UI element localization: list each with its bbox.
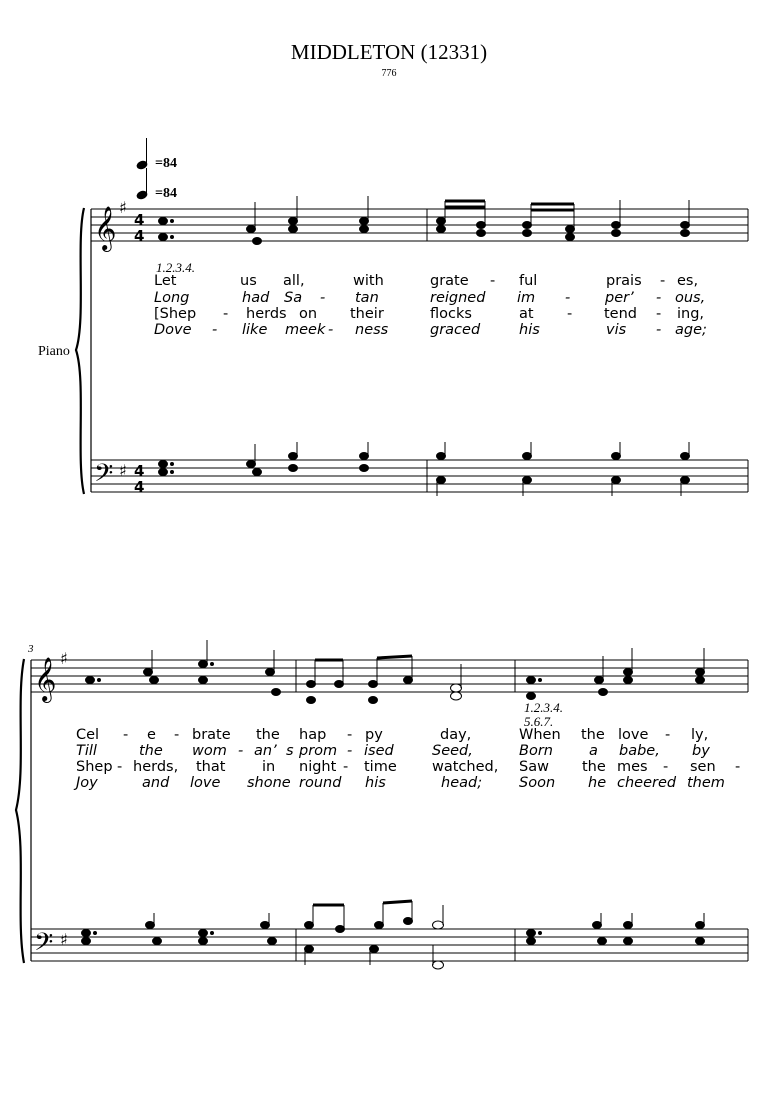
lyric-hyphen: - xyxy=(328,322,334,338)
lyric-syllable: s xyxy=(286,743,294,759)
lyric-syllable: them xyxy=(687,775,725,791)
lyric-syllable: herds, xyxy=(133,759,179,775)
lyric-syllable: prais xyxy=(606,273,642,289)
notes-treble-2 xyxy=(86,640,705,704)
lyric-syllable: the xyxy=(139,743,163,759)
lyric-syllable: ous, xyxy=(675,290,706,306)
lyric-syllable: at xyxy=(519,306,534,322)
sharp-icon: ♯ xyxy=(119,461,127,480)
lyric-hyphen: - xyxy=(735,759,741,775)
lyric-hyphen: - xyxy=(238,743,244,759)
time-signature-top: 4 xyxy=(134,211,145,229)
staff-bass-2 xyxy=(31,929,748,961)
tempo-value: 84 xyxy=(162,156,177,171)
lyric-syllable: vis xyxy=(606,322,627,338)
score-subtitle: 776 xyxy=(381,68,397,79)
lyric-syllable: Cel xyxy=(76,727,100,743)
lyric-syllable: im xyxy=(517,290,536,306)
lyric-hyphen: - xyxy=(347,743,353,759)
lyric-hyphen: - xyxy=(567,306,573,322)
lyric-syllable: prom xyxy=(299,743,338,759)
lyric-syllable: graced xyxy=(430,322,481,338)
lyric-syllable: on xyxy=(299,306,318,322)
lyric-hyphen: - xyxy=(174,727,180,743)
verse-numbers: 5.6.7. xyxy=(524,714,554,729)
lyric-hyphen: - xyxy=(663,759,669,775)
lyric-hyphen: - xyxy=(656,290,662,306)
lyric-syllable: and xyxy=(142,775,170,791)
staff-bass-1 xyxy=(91,460,748,492)
lyric-syllable: with xyxy=(353,273,384,289)
brace-icon xyxy=(16,659,24,963)
lyric-syllable: Sa xyxy=(284,290,303,306)
lyric-syllable: babe, xyxy=(619,743,660,759)
time-signature-bottom: 4 xyxy=(134,227,145,245)
notes-treble-1 xyxy=(159,196,690,245)
lyric-syllable: ness xyxy=(355,322,389,338)
notes-bass-2 xyxy=(82,901,705,969)
lyric-syllable: e xyxy=(147,727,156,743)
lyric-syllable: a xyxy=(589,743,598,759)
tempo-equals: = xyxy=(155,156,163,171)
lyric-syllable: us xyxy=(240,273,257,289)
lyric-syllable: grate xyxy=(430,273,469,289)
score-title: MIDDLETON (12331) xyxy=(290,40,488,64)
lyric-syllable: wom xyxy=(192,743,227,759)
lyric-syllable: day, xyxy=(440,727,472,743)
lyric-hyphen: - xyxy=(212,322,218,338)
lyric-syllable: Let xyxy=(154,273,177,289)
lyric-syllable: age; xyxy=(675,322,707,338)
tempo-note-icon xyxy=(136,138,148,200)
lyric-syllable: cheered xyxy=(617,775,677,791)
lyric-syllable: by xyxy=(692,743,710,759)
lyric-hyphen: - xyxy=(665,727,671,743)
lyric-syllable: per’ xyxy=(605,290,634,306)
lyric-syllable: the xyxy=(256,727,280,743)
lyric-syllable: hap xyxy=(299,727,327,743)
lyric-syllable: ised xyxy=(364,743,394,759)
lyric-syllable: brate xyxy=(192,727,231,743)
lyric-syllable: sen xyxy=(690,759,716,775)
sharp-icon: ♯ xyxy=(60,649,68,668)
lyric-syllable: watched, xyxy=(432,759,499,775)
brace-icon xyxy=(76,208,84,494)
verse-numbers: 1.2.3.4. xyxy=(524,700,563,715)
lyric-syllable: Till xyxy=(76,743,97,759)
lyric-syllable: reigned xyxy=(430,290,486,306)
lyric-hyphen: - xyxy=(660,273,666,289)
lyric-syllable: time xyxy=(364,759,397,775)
lyric-syllable: he xyxy=(588,775,607,791)
sharp-icon: ♯ xyxy=(119,198,127,217)
lyric-hyphen: - xyxy=(656,322,662,338)
lyric-syllable: tend xyxy=(604,306,638,322)
lyric-syllable: shone xyxy=(247,775,291,791)
lyric-syllable: ly, xyxy=(691,727,709,743)
lyric-syllable: love xyxy=(618,727,649,743)
lyric-syllable: his xyxy=(519,322,540,338)
lyric-syllable: his xyxy=(365,775,386,791)
lyric-syllable: Saw xyxy=(519,759,549,775)
lyric-syllable: in xyxy=(262,759,276,775)
lyric-hyphen: - xyxy=(347,727,353,743)
lyric-syllable: Born xyxy=(519,743,553,759)
lyric-hyphen: - xyxy=(490,273,496,289)
staff-treble-2 xyxy=(31,660,748,692)
instrument-label: Piano xyxy=(38,344,70,359)
lyric-syllable: Joy xyxy=(76,775,98,791)
lyric-syllable: [Shep xyxy=(154,306,197,322)
lyric-hyphen: - xyxy=(223,306,229,322)
lyric-syllable: mes xyxy=(617,759,648,775)
lyric-syllable: round xyxy=(299,775,342,791)
notes-bass-1 xyxy=(159,442,690,496)
lyric-syllable: es, xyxy=(677,273,699,289)
lyric-syllable: the xyxy=(582,759,606,775)
lyric-syllable: love xyxy=(190,775,221,791)
lyric-syllable: had xyxy=(242,290,270,306)
verse-numbers: 1.2.3.4. xyxy=(156,260,195,275)
bass-clef-icon: 𝄢 xyxy=(34,928,54,963)
lyric-syllable: tan xyxy=(355,290,379,306)
staff-treble-1 xyxy=(91,209,748,241)
lyric-syllable: all, xyxy=(283,273,305,289)
lyric-syllable: flocks xyxy=(430,306,472,322)
lyric-syllable: meek xyxy=(285,322,326,338)
lyric-syllable: Seed, xyxy=(432,743,473,759)
lyric-hyphen: - xyxy=(117,759,123,775)
lyric-syllable: Long xyxy=(154,290,190,306)
lyric-syllable: an’ xyxy=(254,743,277,759)
lyric-syllable: Shep xyxy=(76,759,113,775)
lyric-syllable: ing, xyxy=(677,306,705,322)
time-signature-bottom: 4 xyxy=(134,478,145,496)
lyric-syllable: Dove xyxy=(154,322,192,338)
tempo-equals: = xyxy=(155,186,163,201)
lyric-syllable: herds xyxy=(246,306,287,322)
tempo-value: 84 xyxy=(162,186,177,201)
lyric-hyphen: - xyxy=(565,290,571,306)
lyric-syllable: their xyxy=(350,306,384,322)
lyric-syllable: like xyxy=(242,322,268,338)
lyric-syllable: head; xyxy=(441,775,483,791)
lyric-hyphen: - xyxy=(123,727,129,743)
lyric-syllable: that xyxy=(196,759,226,775)
lyric-syllable: ful xyxy=(519,273,538,289)
treble-clef-icon: 𝄞 xyxy=(94,206,117,250)
lyric-hyphen: - xyxy=(320,290,326,306)
lyric-hyphen: - xyxy=(343,759,349,775)
time-signature-top: 4 xyxy=(134,462,145,480)
treble-clef-icon: 𝄞 xyxy=(34,657,57,701)
lyric-syllable: py xyxy=(365,727,383,743)
lyric-hyphen: - xyxy=(656,306,662,322)
lyric-syllable: Soon xyxy=(519,775,556,791)
sharp-icon: ♯ xyxy=(60,930,68,949)
lyric-syllable: night xyxy=(299,759,337,775)
bass-clef-icon: 𝄢 xyxy=(94,459,114,494)
lyric-syllable: the xyxy=(581,727,605,743)
measure-number: 3 xyxy=(28,643,34,655)
lyric-syllable: When xyxy=(519,727,561,743)
